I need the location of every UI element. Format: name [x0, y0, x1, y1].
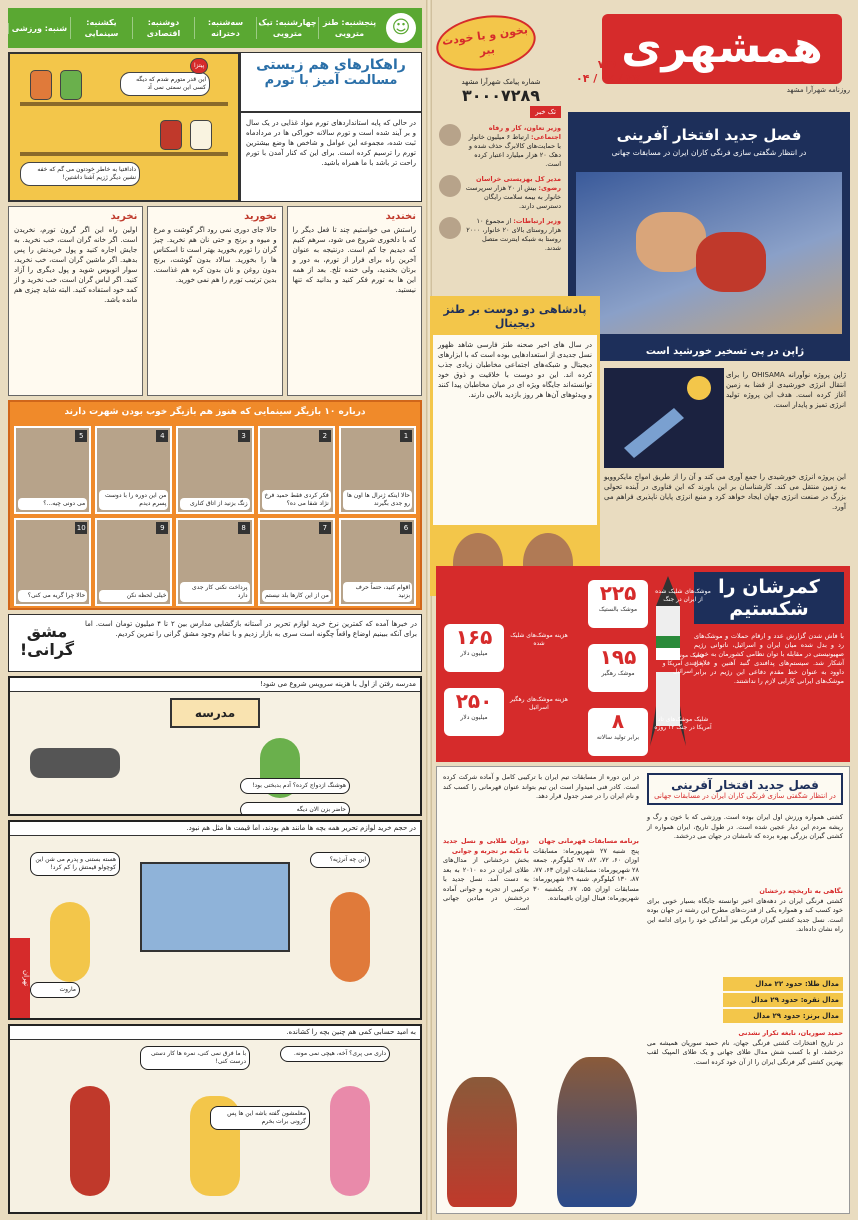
article-subtitle: در انتظار شگفتی سازی فرنگی کاران ایران در مسابقات جهانی [654, 792, 836, 800]
gallery-cell [339, 426, 416, 514]
tip-heading: نخورید [244, 211, 277, 222]
comic-panel-1 [8, 676, 422, 816]
stat-box [588, 644, 648, 692]
stat-value: ۱۹۵ [599, 645, 637, 669]
comic-header [8, 614, 422, 672]
fridge-shelf [20, 102, 228, 106]
speech-bubble: این قدر متورم شدم که دیگه کسی این سمتی نمی آد [120, 72, 210, 96]
story-body: ژاپن پروژه نوآورانه OHISAMA را برای انتقال انرژی خورشیدی از فضا به زمین آغاز کرده است. هدف این پروژه تولید انرژی تمیز و پایدار است. [726, 371, 846, 409]
wrestler-photo [557, 1057, 637, 1207]
article-title-line1: راهکارهای هم زیستی [256, 57, 406, 73]
medal-row: مدال برنز: حدود ۲۹ مدال [723, 1009, 843, 1023]
comic-panel-2 [8, 820, 422, 1020]
speech-bubble: با ما فرق نمی کنی، نمره ها کار دستی درست کنی! [140, 1046, 250, 1070]
cell-caption: خیلی لحظه نکن [99, 590, 168, 602]
section-body: پنج شنبه ۲۷ شهریورماه: مسابقات اوزان ۶۰، ۷۲، ۸۲، ۹۷ کیلوگرم. جمعه ۲۸ شهریورماه: مسابقات اوزان ۶۳، ۷۷، ۸۷، ۱۳۰ کیلوگرم. شنبه ۲۹ شهریورماه: مسابقات اوزان ۵۵، ۶۷. یکشنبه ۳۰ شهریورماه: فینال اوزان باقیمانده. [532, 846, 640, 902]
gallery-cell [95, 518, 172, 606]
sms-label: شماره پیامک شهرآرا مشهد [461, 78, 541, 86]
speech-bubble: هوشنگ ازدواج کرده؟ آدم بدبختی بود! [240, 778, 350, 794]
gallery-cell [14, 426, 91, 514]
wrestling-article [436, 766, 850, 1214]
tip-column [287, 206, 422, 396]
comedy-duo-story [430, 296, 600, 596]
cell-number: 10 [76, 524, 86, 532]
speech-bubble: دادافتیا به خاطر خودتون می گم که خفه نشین دیگر ژزیم آشنا داشتین! [20, 162, 140, 186]
jar-icon [160, 120, 182, 150]
cell-number: 2 [319, 430, 331, 442]
cell-caption: می دونی چیه...؟ [18, 498, 87, 510]
tip-body: حالا جای دوری نمی رود اگر گوشت و مرغ و میوه و برنج و حتی نان هم نخرید. چیز گران را تورم بخورید بهتر است تا اسکناس ها را بخورید. سالاد بدون گوشت، برنج بدون روغن و نان بدون کره هم غذاست. بدین ترتیب تورم را هم نمی خورید. [153, 226, 277, 284]
article-title-box [240, 52, 422, 112]
stat-value: ۱۶۵ [455, 625, 493, 649]
gallery-cell [258, 518, 335, 606]
actors-gallery [8, 400, 422, 610]
speech-bubble: هسته بستنی و پدرم می شن این کوچولو قیمتش را کم کرد! [30, 852, 120, 876]
cell-caption: پرداخت نکنی کار جدی دارد [180, 582, 249, 602]
cell-number: 9 [156, 522, 168, 534]
sms-number: ۳۰۰۰۷۲۸۹ [461, 86, 541, 105]
character [330, 1086, 370, 1196]
wrestling-photo [576, 172, 842, 334]
news-item [439, 175, 561, 211]
stat-value: ۲۲۵ [599, 581, 637, 605]
speech-bubble: حاضر بزن الان دیگه [240, 802, 350, 816]
wrestler-photo [447, 1077, 517, 1207]
panel-caption: مدرسه رفتن از اول با هزینه سرویس شروع می شود! [10, 678, 420, 692]
category-item: سه‌شنبه: دخترانه [194, 17, 256, 39]
tips-columns [8, 206, 422, 396]
news-body: از مجموع ۱۰ هزار روستای بالای ۲۰ خانوار، ۲۰۰۰ روستا به شبکه اینترنت متصل شدند. [466, 217, 561, 252]
cell-number: 3 [238, 430, 250, 442]
article-section [443, 773, 639, 802]
gallery-cell [14, 518, 91, 606]
cell-caption: زنگ بزنید از اتاق کناری [180, 498, 249, 510]
cell-caption: فکر کردی فقط حمید فرخ نژاد شفا می ده؟ [262, 490, 331, 510]
category-bar [8, 8, 422, 48]
medal-row: مدال نقره: حدود ۲۹ مدال [723, 993, 843, 1007]
jar-icon [30, 70, 52, 100]
minister-photo [439, 124, 461, 146]
story-body: این پروژه انرژی خورشیدی را جمع آوری می کند و آن را از طریق امواج مایکروویو به زمین منتقل می کند. کارشناسان بر این باورند که این فناوری در آینده تحولی بزرگ در صنعت انرژی جهان ایجاد خواهد کرد و منبع انرژی پایان ناپذیری فراهم می آورد. [604, 473, 846, 511]
news-text [465, 124, 561, 169]
article-title: فصل جدید افتخار آفرینی [671, 778, 819, 792]
wrestler-figure [696, 232, 766, 292]
issue-date: ۲۷ / ۰۶ / ۰۴ [576, 72, 640, 85]
tower-photo [439, 217, 461, 239]
japan-sun-story [600, 342, 850, 564]
tip-body: راستش می خواستیم چند تا فعل دیگر را که با دلخوری شروع می شود، سرهم کنیم که دیدیم جا کم است. درنتیجه به عنوان آخرین راه برای فرار از تورم، به دور و برتان بخندید، ولی خنده تلخ. بعد از همه این ها به تورم فکر کنید و بدانید که تنها نیستید. [292, 226, 416, 294]
gallery-title: درباره ۱۰ بازیگر سینمایی که هنوز هم بازیگر خوب بودن شهرت دارند [64, 407, 366, 417]
stat-description: هزینه موشک‌های شلیک شده [510, 632, 568, 647]
comic-title: مشق گرانی! [19, 622, 75, 659]
section-body: در این دوره از مسابقات تیم ایران با ترکیبی کامل و آماده شرکت کرده است. کادر فنی امیدوار است این تیم بتواند عنوان قهرمانی را کسب کند و نام ایران را در صدر جدول قرار دهد. [443, 773, 639, 800]
speech-bubble: ماروت [30, 982, 80, 998]
gallery-cell [258, 426, 335, 514]
gallery-cell [95, 426, 172, 514]
issue-number: ۷۳۱ [597, 58, 618, 71]
section-body: در تاریخ افتخارات کشتی فرنگی جهان، نام حمید سوریان همیشه می درخشد. او با کسب شش مدال طلای جهانی و یک طلای المپیک لقب بهترین کشتی گیر فرنگی ایران را از آن خود کرده است. [647, 1038, 843, 1066]
section-heading: دوران طلایی و نسل جدید با تکیه بر تجربه و جوانی [443, 837, 529, 855]
cell-number: 4 [156, 430, 168, 442]
stat-label: میلیون دلار [460, 714, 488, 721]
cell-caption: اقوام کنید، حتماً حرف بزنید [343, 582, 412, 602]
article-section [647, 1029, 843, 1067]
panel-caption: به امید حسابی کمی هم چنین بچه را کشانده. [10, 1026, 420, 1040]
article-lead: کشتی همواره ورزش اول ایران بوده است. ورزشی که با خون و رگ و ریشه مردم این دیار عجین شده است. در طول تاریخ، ایران همواره از کشتی گیران بزرگی بهره برده که نامشان در جهان می درخشد. [647, 813, 843, 840]
stat-box [444, 624, 504, 672]
gallery-grid [10, 422, 420, 610]
stat-description: شلیک موشک‌های پدافندی آمریکا و اسرائیل [661, 652, 705, 675]
publisher-line: روزنامه شهرآرا مشهد [786, 86, 850, 94]
pizza-tag: پیتزا [190, 58, 208, 74]
speech-bubble: معلمشون گفته باشه این ها پس گرونی برات بخرم [210, 1106, 310, 1130]
news-briefs [436, 96, 564, 276]
cell-caption: حالا اینکه ژنرال ها اون ها رو جدی بگیرند [343, 490, 412, 510]
article-section [533, 837, 639, 904]
category-item: چهارشنبه: تیک مترویی [256, 17, 318, 39]
article-lead: در حالی که پایه استانداردهای تورم مواد غذایی در یک سال و بر آیند شده است و تورم سالانه خوراکی ها در مردادماه ثبت شده، مجموعه این عوامل و شاخص ها وضع بیشترین تورم را ترسیم کرده است. برای این که کنار آمدن با تورم راحت تر باشد با ما همراه باشید. [240, 112, 422, 202]
category-item: شنبه: ورزشی [8, 23, 70, 34]
school-sign: مدرسه [170, 698, 260, 728]
cannon-icon [30, 748, 120, 778]
story-title: پادشاهی دو دوست بر طنز دیجیتال [433, 299, 597, 335]
category-item: پنجشنبه: طنز مترویی [318, 17, 380, 39]
section-heading: حمید سوریان، نابغه تکرار نشدنی [738, 1029, 843, 1037]
medal-row: مدال طلا: حدود ۲۲ مدال [723, 977, 843, 991]
smile-icon: ☺ [386, 13, 416, 43]
news-tag: تک خبر [530, 106, 561, 118]
infographic-title: کمرشان را شکستیم [694, 572, 844, 624]
cell-number: 1 [400, 430, 412, 442]
stat-label: میلیون دلار [460, 650, 488, 657]
story-title: ژاپن در پی تسخیر خورشید است [600, 342, 850, 361]
stat-label: موشک رهگیر [601, 670, 635, 677]
cell-number: 8 [238, 522, 250, 534]
gallery-cell [176, 518, 253, 606]
gallery-cell [339, 518, 416, 606]
newspaper-logo: همشهری [602, 14, 842, 84]
news-text [465, 175, 561, 211]
character [70, 1086, 110, 1196]
fridge-illustration [8, 52, 240, 202]
article-section [647, 887, 843, 935]
section-body: بخش درخشانی از مدال‌های طلای ایران در ده ۲۰۱۰ به بعد به دست آمد. نسل جدید با ترکیبی از تجربه و جوانی آماده درخشش در میادین جهانی است. [443, 856, 529, 912]
cell-number: 5 [75, 430, 87, 442]
section-body: کشتی فرنگی ایران در دهه‌های اخیر توانسته جایگاه بسیار خوبی برای خود کسب کند و همواره یکی از قدرت‌های مطرح این رشته در جهان بوده است. نسل جدید کشتی گیران فرنگی نیز آمادگی خود را برای ادامه این راه نشان داده‌اند. [647, 896, 843, 933]
story-body: در سال های اخیر صحنه طنز فارسی شاهد ظهور نسل جدیدی از استعدادهایی بوده است که با ابزارهای دیجیتال و شبکه‌های اجتماعی مخاطبان زیادی جذب کرده اند. این دو دوست با خلاقیت و ذوق خود توانسته‌اند جایگاه ویژه ای در میان مخاطبان پیدا کنند و ویدئوهای آن‌ها هر روز بازدید بالایی دارند. [438, 341, 592, 399]
fridge-shelf [20, 152, 228, 156]
counter-illustration [140, 862, 290, 952]
tip-heading: نخرید [110, 211, 138, 222]
news-body: ارتباط ۶ میلیون خانوار با حمایت‌های کالابرگ حذف شده و دهک ۲۰ هزار میلیارد اعتبار کرده است. [468, 133, 561, 168]
stat-value: ۸ [611, 709, 625, 733]
news-text [465, 217, 561, 253]
news-head: وزیر ارتباطات: [513, 217, 561, 225]
comic-intro: در خبرها آمده که کمترین نرخ خرید لوازم تحریر در آستانه بازگشایی مدارس بین ۲ تا ۴ میلیون تومان است. اما برای آنکه ببینیم اوضاع واقعاً چگونه است سری به بازار زدیم و با تمام وجود مشق گرانی را تمرین کردیم. [85, 620, 418, 638]
article-title-line2: مسالمت آمیز با تورم [264, 73, 398, 88]
news-head: وزیر تعاون، کار و رفاه اجتماعی: [488, 124, 561, 141]
infographic-body: با فاش شدن گزارش عدد و ارقام حملات و موشک‌های رد و بدل شده میان ایران و اسرائیل، ناتوانی رژیم صهیونیستی در مقابله با توان نظامی کشورمان به خوبی آشکار شد. سیستم‌های پدافندی گنبد آهنین و فلاخن داوود به عنوان خط مقدم دفاعی این رژیم در برابر موشک‌های ایرانی کارایی لازم را نداشتند. [694, 632, 844, 685]
stat-description: موشک‌های شلیک شده از ایران در جنگ [655, 588, 711, 603]
official-photo [439, 175, 461, 197]
jar-icon [190, 120, 212, 150]
masthead [436, 8, 850, 108]
satellite-image [604, 368, 724, 468]
stat-label: برابر تولید سالانه [596, 734, 640, 741]
character [330, 892, 370, 982]
tip-column [8, 206, 143, 396]
speech-bubble: داری می پری؟ آخه، هیچی نمی مونه. [280, 1046, 390, 1062]
news-body: بیش از ۲۰ هزار سرپرست خانوار به بیمه سلامت رایگان دسترسی دارند. [465, 184, 561, 210]
hero-title: فصل جدید افتخار آفرینی [616, 126, 802, 144]
gallery-cell [176, 426, 253, 514]
cell-caption: حالا چرا گریه می کنی؟ [18, 590, 87, 602]
speech-bubble: این چه آنرژیه؟ [310, 852, 370, 868]
tip-heading: نخندید [385, 211, 416, 222]
article-section [443, 837, 529, 913]
stat-box [444, 688, 504, 736]
stat-box [588, 580, 648, 628]
promo-badge: بخون و با خودت ببر [436, 9, 539, 76]
stat-value: ۲۵۰ [455, 689, 493, 713]
issue-info [576, 58, 640, 86]
stat-description: هزینه موشک‌های رهگیر اسرائیل [510, 696, 568, 711]
cell-number: 7 [319, 522, 331, 534]
category-item: یکشنبه: سینمایی [70, 17, 132, 39]
cell-caption: من از این کارها بلد نیستم [262, 590, 331, 602]
missile-infographic [436, 566, 850, 762]
jar-icon [60, 70, 82, 100]
side-tag: تهران [10, 938, 30, 1018]
section-heading: برنامه مسابقات قهرمانی جهان [538, 837, 639, 845]
panel-caption: در حجم خرید لوازم تحریر همه بچه ها مانند هم بودند، اما قیمت ها مثل هم نبود. [10, 822, 420, 836]
stat-description: شلیک موشک‌های تاد آمریکا در جنگ ۱۲ روزه [654, 716, 712, 731]
stat-box [588, 708, 648, 756]
character [50, 902, 90, 982]
satellite-icon [604, 368, 724, 468]
cell-caption: من این دوره را با دوست پسرم دیدم [99, 490, 168, 510]
stat-label: موشک بالستیک [598, 606, 638, 613]
hero-subtitle: در انتظار شگفتی سازی فرنگی کاران ایران در مسابقات جهانی [611, 148, 807, 157]
tip-body: اولین راه این اگر گرون تورم، نخریدن است. اگر خانه گران است، خب نخرید. به جایش اجاره کنید و پول خریدنش را پس بدهید. اگر ماشین گران است، خب نخرید، سوار اتوبوس شوید و پول دیگری را آزاد کنید. اگر لباس گران است، خب نخرید و از کمد خود استفاده کنید. البته شاید چیزی هم مانده باشد. [14, 226, 138, 304]
category-item: دوشنبه: اقتصادی [132, 17, 194, 39]
tip-column [147, 206, 282, 396]
article-header [647, 773, 843, 805]
news-item [439, 124, 561, 169]
news-head: مدیر کل بهزیستی خراسان رضوی: [475, 175, 561, 192]
comic-panel-3 [8, 1024, 422, 1214]
page-fold [426, 0, 432, 1220]
hero-story [568, 112, 850, 342]
section-heading: نگاهی به تاریخچه درخشان [759, 887, 843, 895]
cell-number: 6 [400, 522, 412, 534]
news-item [439, 217, 561, 253]
